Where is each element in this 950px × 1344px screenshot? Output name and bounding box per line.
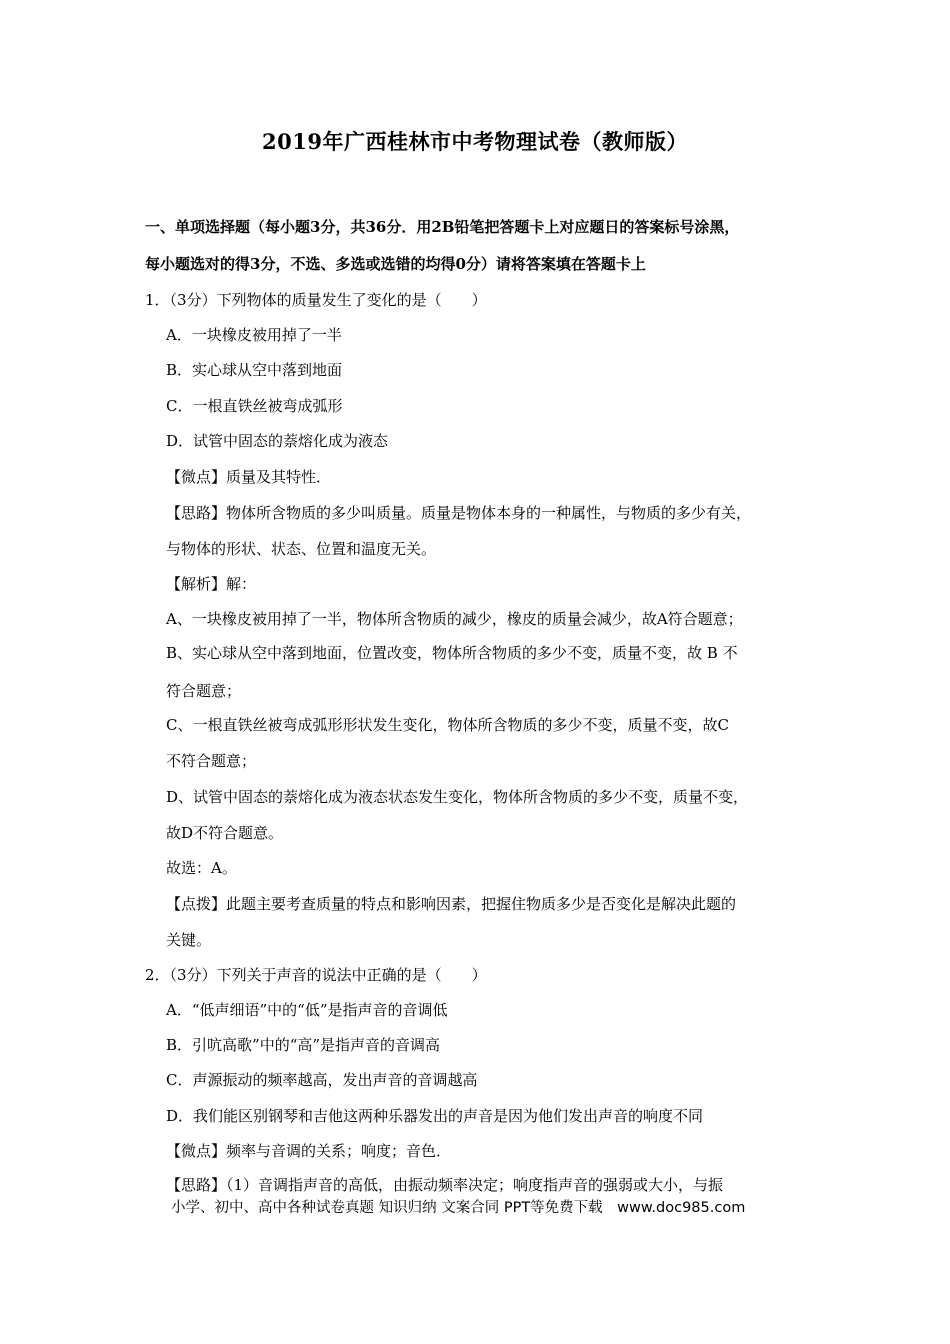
question-1-option-b: B．实心球从空中落到地面 — [166, 361, 343, 379]
question-1-analysis-c-line1: C、一根直铁丝被弯成弧形形状发生变化，物体所含物质的多少不变，质量不变，故C — [166, 716, 729, 734]
question-1-analysis-c-line2: 不符合题意； — [166, 752, 257, 770]
question-1-silu-line1: 【思路】物体所含物质的多少叫质量。质量是物体本身的一种属性，与物质的多少有关， — [166, 504, 752, 522]
question-1-answer: 故选：A。 — [166, 859, 237, 877]
section-heading-line1: 一、单项选择题（每小题3分，共36分．用2B铅笔把答题卡上对应题日的答案标号涂黑， — [145, 218, 740, 236]
question-1-analysis-b-line1: B、实心球从空中落到地面，位置改变，物体所含物质的多少不变，质量不变，故 B 不 — [166, 644, 738, 662]
question-2-stem: 2．（3分）下列关于声音的说法中正确的是（ ） — [145, 966, 487, 984]
question-1-option-c: C．一根直铁丝被弯成弧形 — [166, 397, 343, 415]
question-2-weidian: 【微点】频率与音调的关系；响度；音色． — [166, 1142, 452, 1160]
question-1-option-a: A．一块橡皮被用掉了一半 — [166, 326, 342, 344]
question-1-analysis-d-line2: 故D不符合题意。 — [166, 824, 284, 842]
question-2-option-b: B．引吭高歌”中的“高”是指声音的音调高 — [166, 1036, 441, 1054]
question-2-option-c: C．声源振动的频率越高，发出声音的音调越高 — [166, 1071, 478, 1089]
question-1-option-d: D．试管中固态的萘熔化成为液态 — [166, 432, 389, 450]
question-2-option-a: A．“低声细语”中的“低”是指声音的音调低 — [166, 1001, 448, 1019]
question-2-silu-line1: 【思路】（1）音调指声音的高低，由振动频率决定；响度指声音的强弱或大小，与振 — [166, 1176, 724, 1194]
section-heading-line2: 每小题选对的得3分，不选、多选或选错的均得0分）请将答案填在答题卡上 — [145, 255, 646, 273]
question-1-analysis-b-line2: 符合题意； — [166, 682, 242, 700]
footer-watermark-text: 小学、初中、高中各种试卷真题 知识归纳 文案合同 PPT等免费下载 www.doc985.com — [171, 1200, 746, 1216]
question-1-jiexi: 【解析】解： — [166, 575, 257, 593]
question-1-dianbo-line2: 关键。 — [166, 931, 212, 949]
question-2-option-d: D．我们能区别钢琴和吉他这两种乐器发出的声音是因为他们发出声音的响度不同 — [166, 1107, 704, 1125]
question-1-dianbo-line1: 【点拨】此题主要考查质量的特点和影响因素，把握住物质多少是否变化是解决此题的 — [166, 895, 737, 913]
question-1-analysis-a: A、一块橡皮被用掉了一半，物体所含物质的减少，橡皮的质量会减少，故A符合题意； — [166, 610, 743, 628]
question-1-stem: 1．（3分）下列物体的质量发生了变化的是（ ） — [145, 291, 487, 309]
document-title: 2019年广西桂林市中考物理试卷（教师版） — [262, 129, 688, 154]
question-1-weidian: 【微点】质量及其特性． — [166, 468, 332, 486]
question-1-analysis-d-line1: D、试管中固态的萘熔化成为液态状态发生变化，物体所含物质的多少不变，质量不变， — [166, 788, 749, 806]
question-1-silu-line2: 与物体的形状、状态、位置和温度无关。 — [166, 540, 437, 558]
